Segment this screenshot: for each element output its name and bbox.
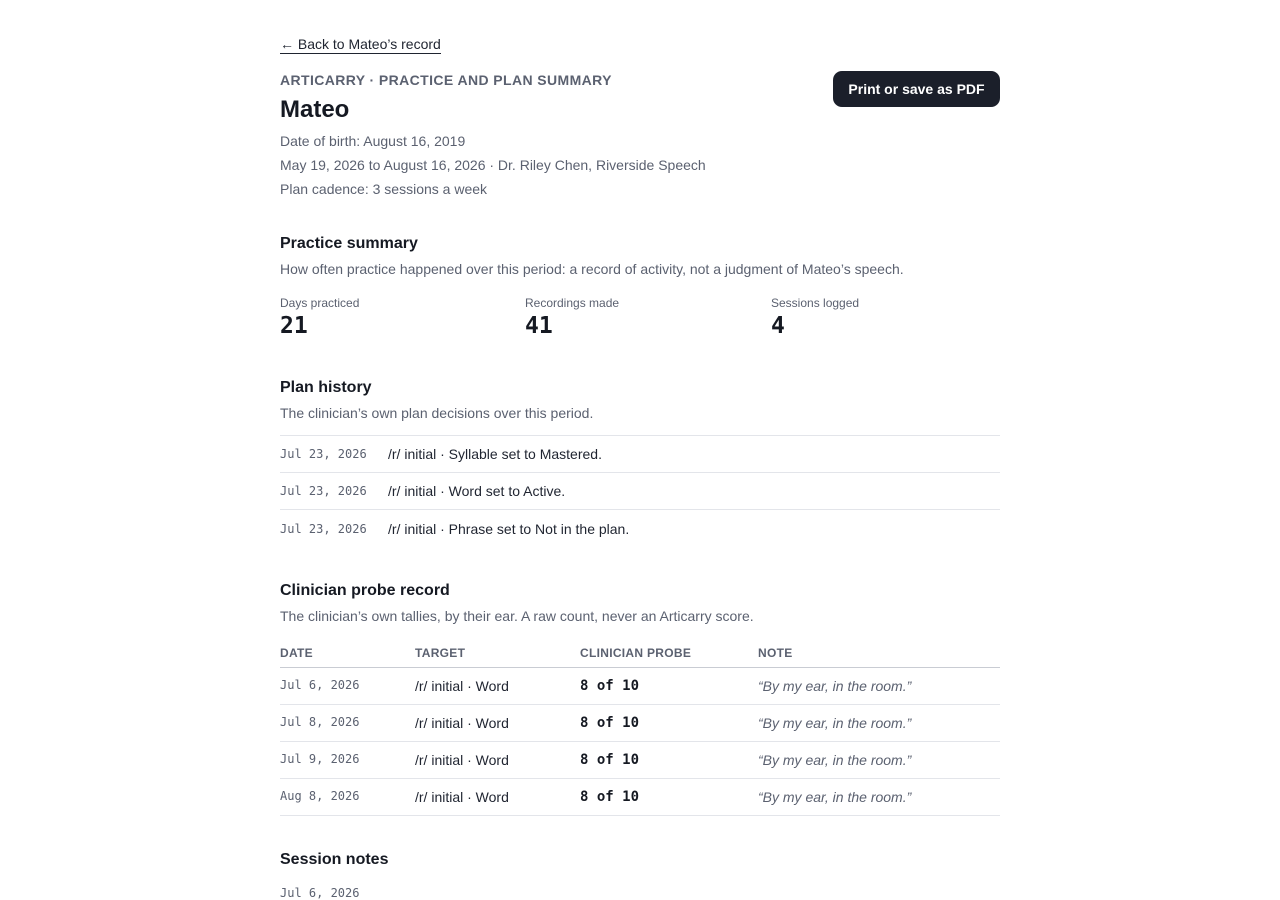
entry-date: Jul 23, 2026 (280, 521, 367, 536)
stat-recordings-made (525, 296, 619, 339)
plan-cadence: Plan cadence: 3 sessions a week (280, 181, 488, 197)
table-row (280, 667, 1000, 704)
table-row (280, 741, 1000, 778)
practice-summary-description: How often practice happened over this period: a record of activity, not a judgment of Mateo’s speech. (280, 261, 904, 277)
cell-probe: 8 of 10 (580, 704, 758, 741)
stat-value: 21 (280, 313, 308, 339)
column-header-date: DATE (280, 640, 415, 667)
plan-history-entry (280, 510, 1000, 547)
stat-label: Recordings made (525, 296, 620, 310)
session-note-date: Jul 6, 2026 (280, 886, 360, 900)
cell-probe: 8 of 10 (580, 741, 758, 778)
patient-name: Mateo (280, 96, 350, 123)
plan-history-entry (280, 436, 1000, 473)
cell-target: /r/ initial · Word (415, 704, 580, 741)
column-header-target: TARGET (415, 640, 580, 667)
plan-history-title: Plan history (280, 379, 372, 396)
session-notes-title: Session notes (280, 851, 389, 868)
cell-target: /r/ initial · Word (415, 778, 580, 815)
entry-text: /r/ initial · Word set to Active. (388, 483, 566, 499)
stat-label: Sessions logged (771, 296, 860, 310)
entry-date: Jul 23, 2026 (280, 447, 367, 461)
probe-record-title: Clinician probe record (280, 582, 450, 599)
entry-date: Jul 23, 2026 (280, 484, 367, 498)
stat-value: 4 (771, 313, 785, 339)
cell-probe: 8 of 10 (580, 778, 758, 815)
cell-date: Aug 8, 2026 (280, 778, 415, 815)
entry-text: /r/ initial · Phrase set to Not in the plan. (388, 520, 630, 537)
cell-date: Jul 9, 2026 (280, 741, 415, 778)
stat-sessions-logged (771, 296, 859, 339)
table-row (280, 704, 1000, 741)
probe-record-table (280, 640, 1000, 816)
entry-text: /r/ initial · Syllable set to Mastered. (388, 446, 602, 462)
print-pdf-button[interactable]: Print or save as PDF (833, 71, 1000, 107)
cell-note: “By my ear, in the room.” (758, 778, 1000, 815)
cell-date: Jul 8, 2026 (280, 704, 415, 741)
table-header-row (280, 640, 1000, 667)
stat-label: Days practiced (280, 296, 360, 310)
plan-history-description: The clinician’s own plan decisions over this period. (280, 405, 594, 421)
table-row (280, 778, 1000, 815)
cell-probe: 8 of 10 (580, 667, 758, 704)
cell-date: Jul 6, 2026 (280, 667, 415, 704)
cell-note: “By my ear, in the room.” (758, 704, 1000, 741)
back-to-record-link[interactable]: ← Back to Mateo’s record (280, 36, 441, 52)
date-of-birth: Date of birth: August 16, 2019 (280, 133, 466, 149)
report-period: May 19, 2026 to August 16, 2026 · Dr. Riley Chen, Riverside Speech (280, 157, 706, 173)
column-header-note: NOTE (758, 640, 1000, 667)
plan-history-entry (280, 473, 1000, 510)
stat-days-practiced (280, 296, 359, 339)
report-eyebrow: ARTICARRY · PRACTICE AND PLAN SUMMARY (280, 72, 612, 88)
practice-summary-title: Practice summary (280, 235, 418, 252)
column-header-probe: CLINICIAN PROBE (580, 640, 758, 667)
plan-history-list (280, 435, 1000, 547)
cell-note: “By my ear, in the room.” (758, 741, 1000, 778)
probe-record-description: The clinician’s own tallies, by their ear. A raw count, never an Articarry score. (280, 608, 754, 624)
stat-value: 41 (525, 313, 553, 339)
cell-target: /r/ initial · Word (415, 667, 580, 704)
cell-note: “By my ear, in the room.” (758, 667, 1000, 704)
cell-target: /r/ initial · Word (415, 741, 580, 778)
